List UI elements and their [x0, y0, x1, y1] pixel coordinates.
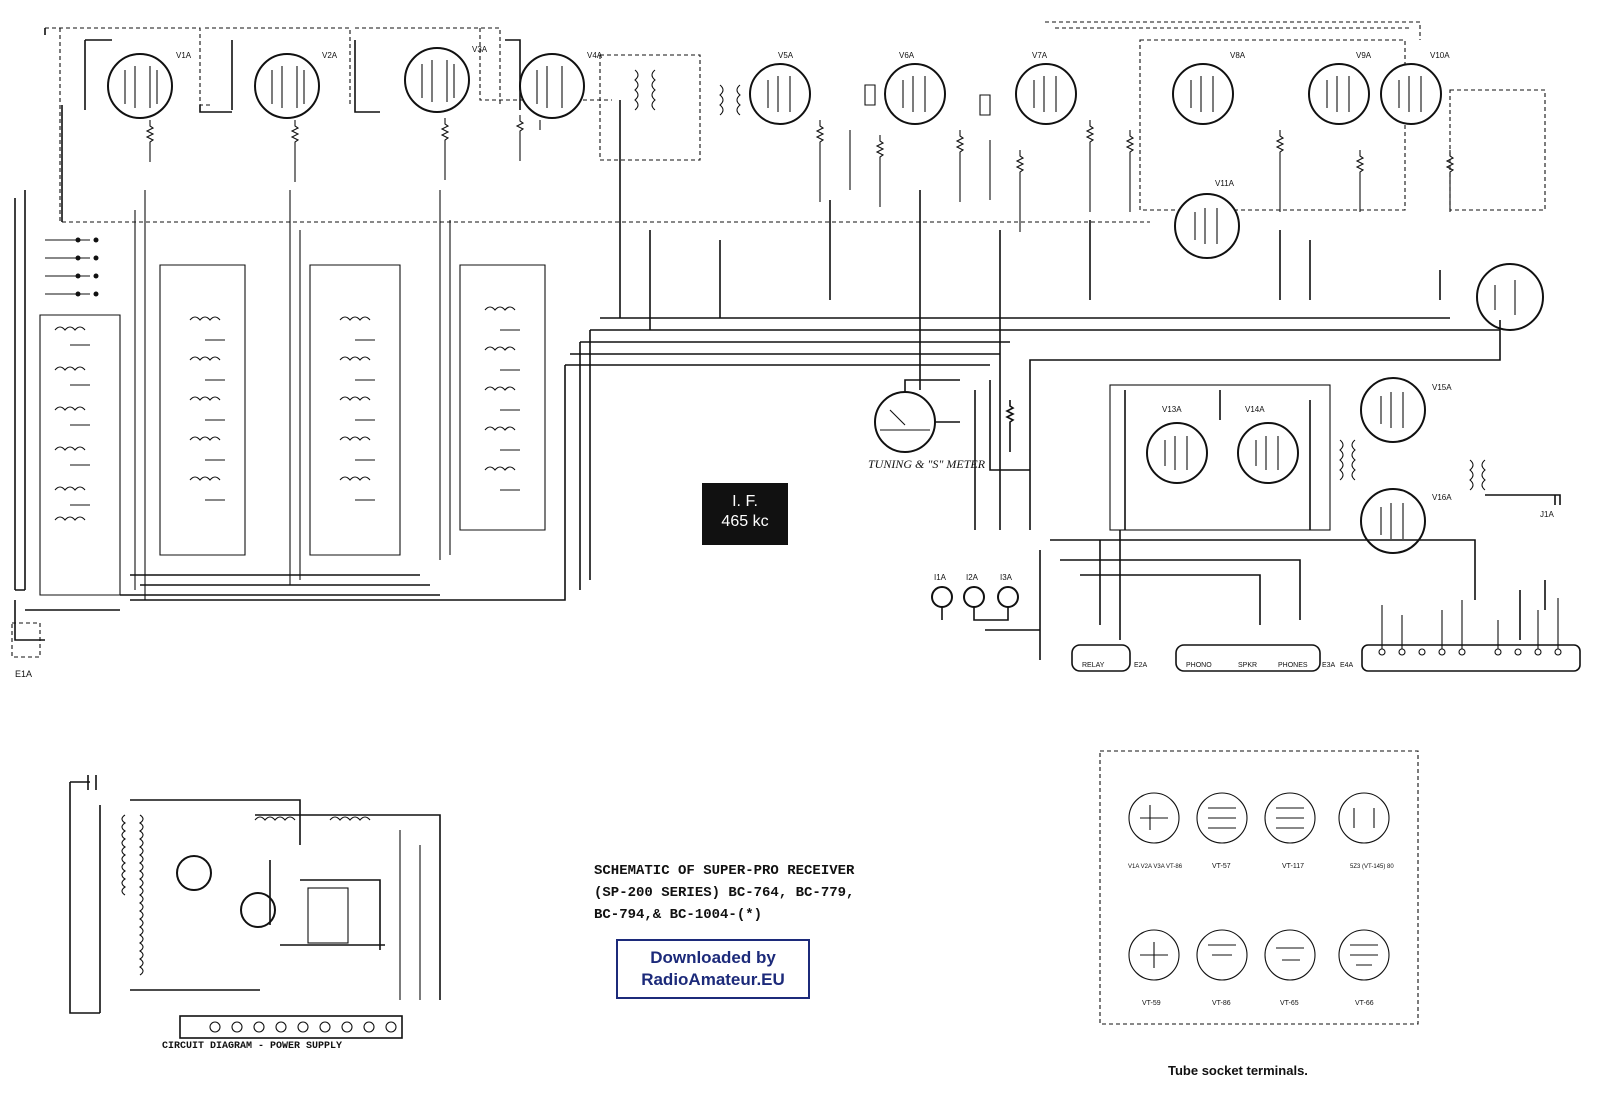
e3a-label: E3A — [1322, 662, 1336, 669]
label-v1a: V1A — [176, 51, 192, 60]
spkr-label: SPKR — [1238, 662, 1258, 669]
tube-v8a — [1173, 64, 1233, 124]
osc-coil-ladder — [440, 190, 545, 560]
relay-label: RELAY — [1082, 662, 1105, 669]
phono-label: PHONO — [1186, 662, 1212, 669]
label-v2a: V2A — [322, 51, 338, 60]
download-badge — [616, 939, 810, 999]
meter-dial — [875, 392, 935, 452]
e4a-label: E4A — [1340, 662, 1354, 669]
label-v5a: V5A — [778, 51, 794, 60]
tube-v10a — [1381, 64, 1441, 124]
rf2-coil-ladder — [290, 190, 400, 585]
label-i1a: I1A — [934, 573, 947, 582]
tube-v15a — [1361, 378, 1425, 442]
label-i3a: I3A — [1000, 573, 1013, 582]
meter-label: TUNING & "S" METER — [868, 457, 986, 471]
tube-v5a — [750, 64, 810, 124]
title-line3: BC-794,& BC-1004-(*) — [594, 907, 763, 923]
tube-v6a — [885, 64, 945, 124]
label-v4a: V4A — [587, 51, 603, 60]
tube-socket-caption: Tube socket terminals. — [1168, 1063, 1308, 1078]
label-v13a: V13A — [1162, 405, 1182, 414]
tube-v9a — [1309, 64, 1369, 124]
power-connector-e4a — [1362, 645, 1580, 671]
jack-i2a — [964, 587, 984, 607]
tube-v7a — [1016, 64, 1076, 124]
power-supply-diagram — [70, 775, 440, 1038]
audio-section — [1040, 378, 1560, 660]
badge-line1: Downloaded by — [650, 948, 776, 967]
tube-socket-diagrams — [1100, 751, 1418, 1024]
tube-v2a — [255, 54, 319, 118]
tube-v13a — [1147, 423, 1207, 483]
socket-label-8: VT-66 — [1355, 1000, 1374, 1007]
socket-label-5: VT-59 — [1142, 1000, 1161, 1007]
rf1-coil-ladder — [135, 190, 245, 600]
socket-label-2: VT-57 — [1212, 863, 1231, 870]
ps-rectifier-tube-1 — [177, 856, 211, 890]
tube-v12a-rectifier — [1477, 264, 1543, 330]
band-switch-s1 — [15, 190, 99, 590]
socket-label-3: VT-117 — [1282, 863, 1305, 870]
phones-label: PHONES — [1278, 662, 1308, 669]
label-v14a: V14A — [1245, 405, 1265, 414]
if-section — [130, 22, 1545, 600]
label-v7a: V7A — [1032, 51, 1048, 60]
title-line1: SCHEMATIC OF SUPER-PRO RECEIVER — [594, 863, 855, 879]
tube-v4a — [520, 54, 584, 118]
tube-v14a — [1238, 423, 1298, 483]
jack-i3a — [998, 587, 1018, 607]
ps-terminal-strip — [180, 1016, 402, 1038]
schematic-title — [594, 860, 924, 926]
label-v15a: V15A — [1432, 383, 1452, 392]
title-line2: (SP-200 SERIES) BC-764, BC-779, — [594, 885, 855, 901]
tube-socket-box — [1100, 751, 1418, 1024]
socket-label-4: 5Z3 (VT-145) 80 — [1350, 864, 1394, 870]
e2a-label: E2A — [1134, 662, 1148, 669]
label-v9a: V9A — [1356, 51, 1372, 60]
if-frequency-box — [702, 483, 788, 545]
tube-v1a — [108, 54, 172, 118]
tuning-s-meter — [868, 380, 1030, 530]
jack-i1a — [932, 587, 952, 607]
tube-v16a — [1361, 489, 1425, 553]
badge-line2: RadioAmateur.EU — [641, 970, 785, 989]
label-v10a: V10A — [1430, 51, 1450, 60]
label-v8a: V8A — [1230, 51, 1246, 60]
power-supply-caption: CIRCUIT DIAGRAM - POWER SUPPLY — [162, 1041, 343, 1052]
label-j1a: J1A — [1540, 510, 1554, 519]
antenna-coil-ladder — [40, 315, 120, 595]
if-box-line1: I. F. — [732, 493, 758, 510]
label-e1a: E1A — [15, 669, 33, 679]
output-connectors — [932, 573, 1580, 671]
socket-label-1: V1A V2A V3A VT-86 — [1128, 864, 1183, 870]
label-v6a: V6A — [899, 51, 915, 60]
tube-v11a — [1175, 194, 1239, 258]
label-v16a: V16A — [1432, 493, 1452, 502]
tube-v3a — [405, 48, 469, 112]
label-i2a: I2A — [966, 573, 979, 582]
socket-label-6: VT-86 — [1212, 1000, 1231, 1007]
socket-label-7: VT-65 — [1280, 1000, 1299, 1007]
label-v11a: V11A — [1215, 179, 1234, 188]
if-box-line2: 465 kc — [721, 513, 769, 530]
label-v3a: V3A — [472, 45, 488, 54]
